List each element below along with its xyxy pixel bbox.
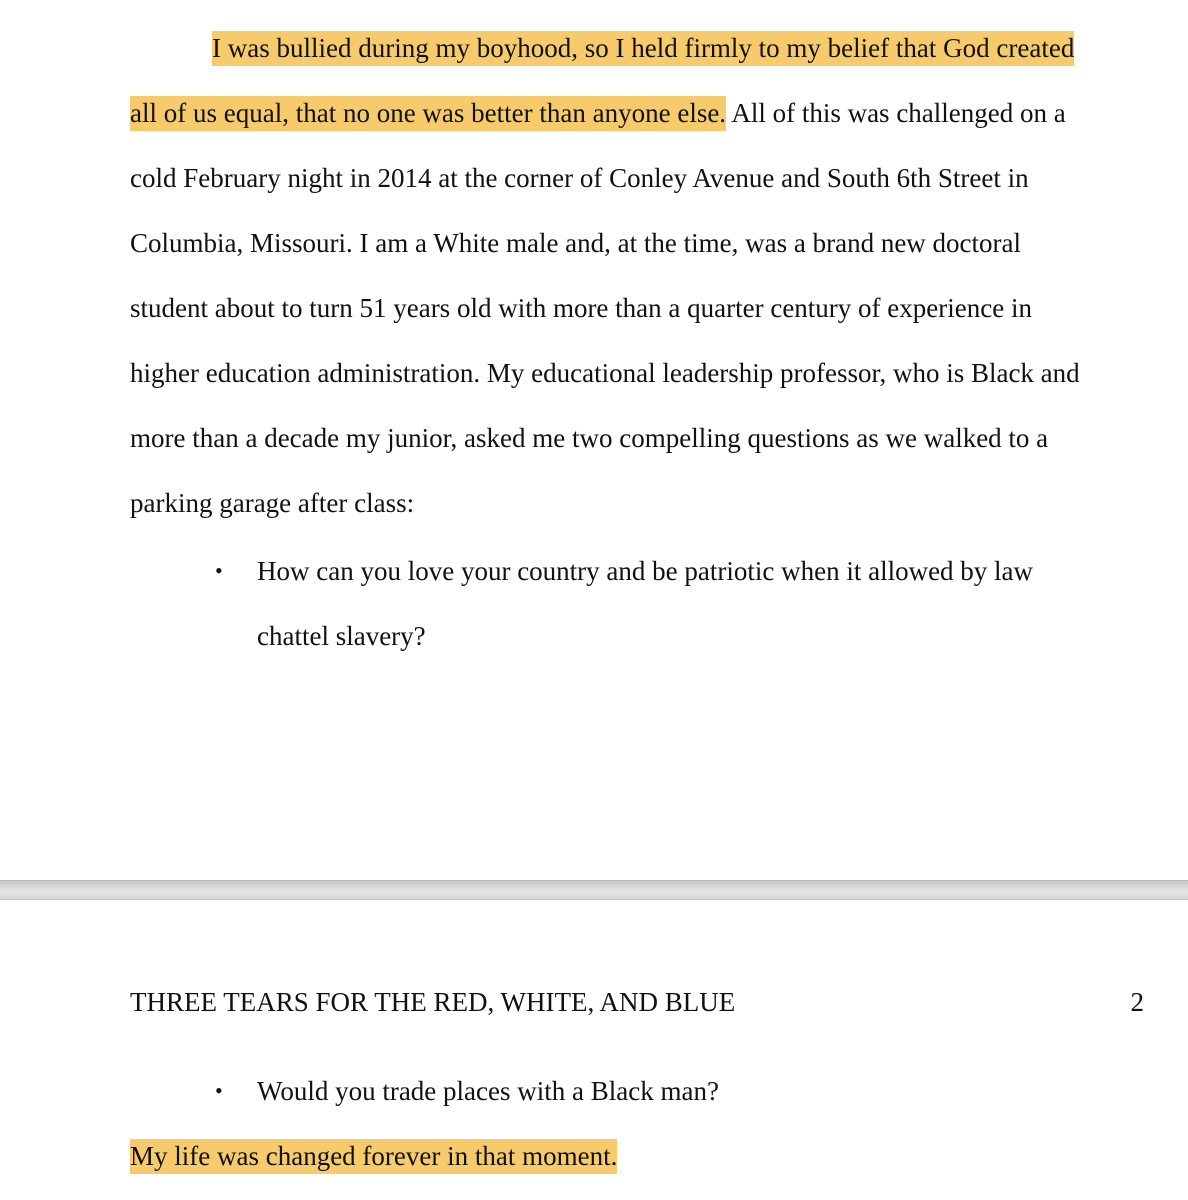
- bullet-item-2: Would you trade places with a Black man?: [257, 1076, 719, 1106]
- highlighted-text: all of us equal, that no one was better than anyone else.: [130, 96, 726, 131]
- paragraph-line-6: higher education administration. My educational leadership professor, who is Black and: [130, 358, 1080, 388]
- paragraph-line-3: cold February night in 2014 at the corner of Conley Avenue and South 6th Street in: [130, 163, 1029, 193]
- highlighted-text: My life was changed forever in that moment.: [130, 1139, 617, 1174]
- page-break: [0, 880, 1188, 900]
- bullet-item-1-line-2: chattel slavery?: [257, 621, 426, 651]
- page-number: 2: [1130, 987, 1144, 1017]
- paragraph-line-1: [212, 31, 1074, 65]
- paragraph-text: All of this was challenged on a: [726, 98, 1066, 128]
- closing-sentence: [130, 1139, 617, 1173]
- bullet-item-1-line-1: How can you love your country and be patriotic when it allowed by law: [257, 556, 1034, 586]
- paragraph-line-5: student about to turn 51 years old with more than a quarter century of experience in: [130, 293, 1032, 323]
- running-head: THREE TEARS FOR THE RED, WHITE, AND BLUE: [130, 987, 736, 1017]
- paragraph-line-2: [130, 96, 1066, 130]
- bullet-icon: •: [215, 1078, 223, 1103]
- bullet-icon: •: [215, 558, 223, 583]
- paragraph-line-8: parking garage after class:: [130, 488, 415, 518]
- paragraph-line-4: Columbia, Missouri. I am a White male and, at the time, was a brand new doctoral: [130, 228, 1022, 258]
- paragraph-line-7: more than a decade my junior, asked me two compelling questions as we walked to a: [130, 423, 1049, 453]
- highlighted-text: I was bullied during my boyhood, so I held firmly to my belief that God created: [212, 31, 1074, 66]
